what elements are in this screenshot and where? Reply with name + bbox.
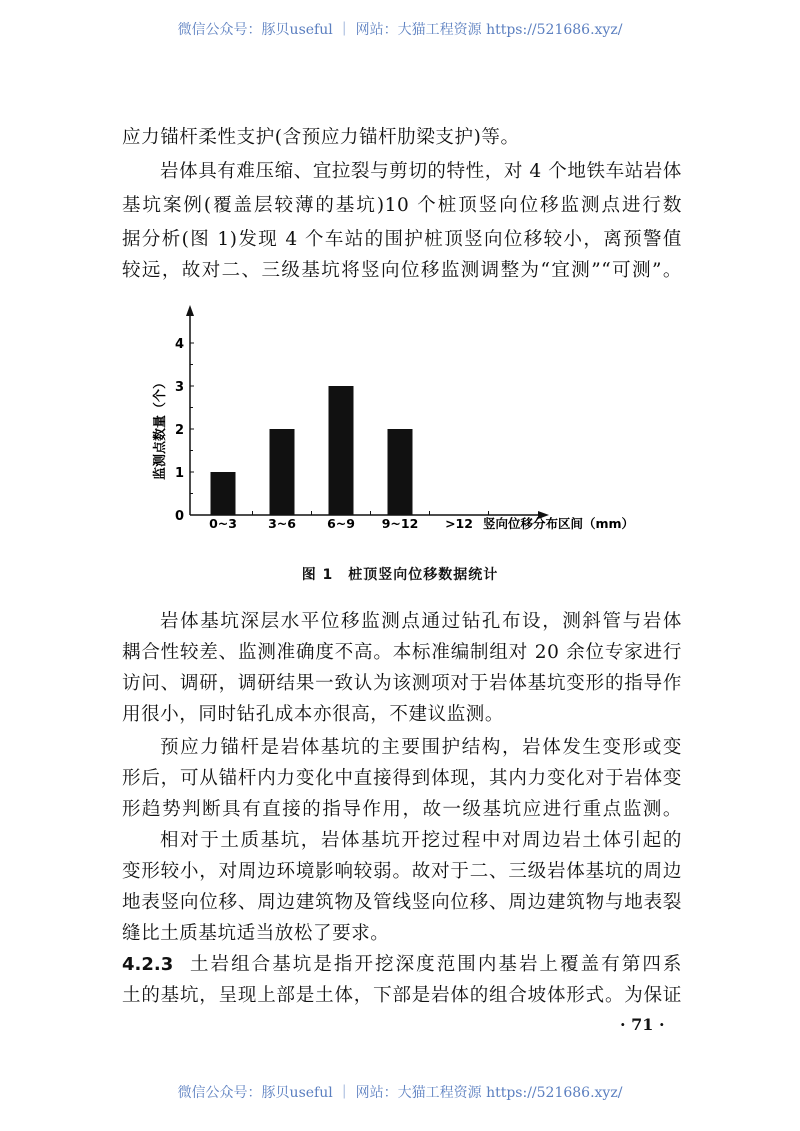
text-line: 土岩组合基坑是指开挖深度范围内基岩上覆盖有第四系	[190, 954, 682, 975]
x-tick-label: 9~12	[381, 516, 419, 531]
x-tick-label: 0~3	[209, 516, 237, 531]
text-line: 预应力锚杆是岩体基坑的主要围护结构，岩体发生变形或变	[160, 737, 682, 758]
text-line: 缝比土质基坑适当放松了要求。	[122, 923, 390, 944]
y-tick-label: 0	[174, 509, 184, 524]
y-axis-arrow	[186, 305, 194, 316]
text-line: 变形较小，对周边环境影响较弱。故对于二、三级岩体基坑的周边	[122, 861, 682, 882]
x-axis-label: 竖向位移分布区间（mm）	[483, 516, 635, 531]
figure-caption: 图 1 桩顶竖向位移数据统计	[301, 567, 499, 583]
text-line: 据分析(图 1)发现 4 个车站的围护桩顶竖向位移较小，离预警值	[122, 229, 682, 250]
text-line: 地表竖向位移、周边建筑物及管线竖向位移、周边建筑物与地表裂	[122, 892, 682, 913]
text-line: 土的基坑，呈现上部是土体，下部是岩体的组合坡体形式。为保证	[122, 985, 682, 1006]
y-tick-label: 2	[174, 423, 184, 438]
text-line: 用很小，同时钻孔成本亦很高，不建议监测。	[122, 704, 505, 725]
text-line: 岩体基坑深层水平位移监测点通过钻孔布设，测斜管与岩体	[160, 611, 682, 632]
bar-0~3	[211, 472, 236, 515]
text-line: 耦合性较差、监测准确度不高。本标准编制组对 20 余位专家进行	[122, 642, 682, 663]
y-tick-label: 4	[174, 337, 184, 352]
x-tick-label: 3~6	[268, 516, 296, 531]
text-line: 形趋势判断具有直接的指导作用，故一级基坑应进行重点监测。	[122, 799, 682, 820]
section-number: 4.2.3	[122, 954, 174, 975]
x-tick-label: 6~9	[327, 516, 355, 531]
footer-watermark: 微信公众号：豚贝useful ｜ 网站：大猫工程资源 https://521686.xyz/	[177, 1085, 623, 1101]
y-tick-label: 3	[174, 380, 184, 395]
text-line: 应力锚杆柔性支护(含预应力锚杆肋梁支护)等。	[122, 127, 520, 148]
y-axis-label: 监测点数量（个）	[153, 375, 168, 481]
x-tick-label: >12	[445, 516, 473, 531]
text-line: 较远，故对二、三级基坑将竖向位移监测调整为“宜测”“可测”。	[122, 260, 682, 281]
text-line: 岩体具有难压缩、宜拉裂与剪切的特性，对 4 个地铁车站岩体	[160, 161, 682, 182]
text-line: 形后，可从锚杆内力变化中直接得到体现，其内力变化对于岩体变	[122, 768, 682, 789]
header-watermark: 微信公众号：豚贝useful ｜ 网站：大猫工程资源 https://521686.xyz/	[177, 22, 623, 38]
text-line: 相对于土质基坑，岩体基坑开挖过程中对周边岩土体引起的	[160, 830, 682, 851]
text-line: 访问、调研，调研结果一致认为该测项对于岩体基坑变形的指导作	[122, 673, 682, 694]
bar-9~12	[388, 429, 413, 515]
bar-chart	[0, 0, 800, 560]
y-tick-label: 1	[174, 466, 184, 481]
text-line: 基坑案例(覆盖层较薄的基坑)10 个桩顶竖向位移监测点进行数	[122, 195, 682, 216]
bar-6~9	[329, 386, 354, 515]
page-number: · 71 ·	[620, 1015, 665, 1034]
bar-3~6	[270, 429, 295, 515]
